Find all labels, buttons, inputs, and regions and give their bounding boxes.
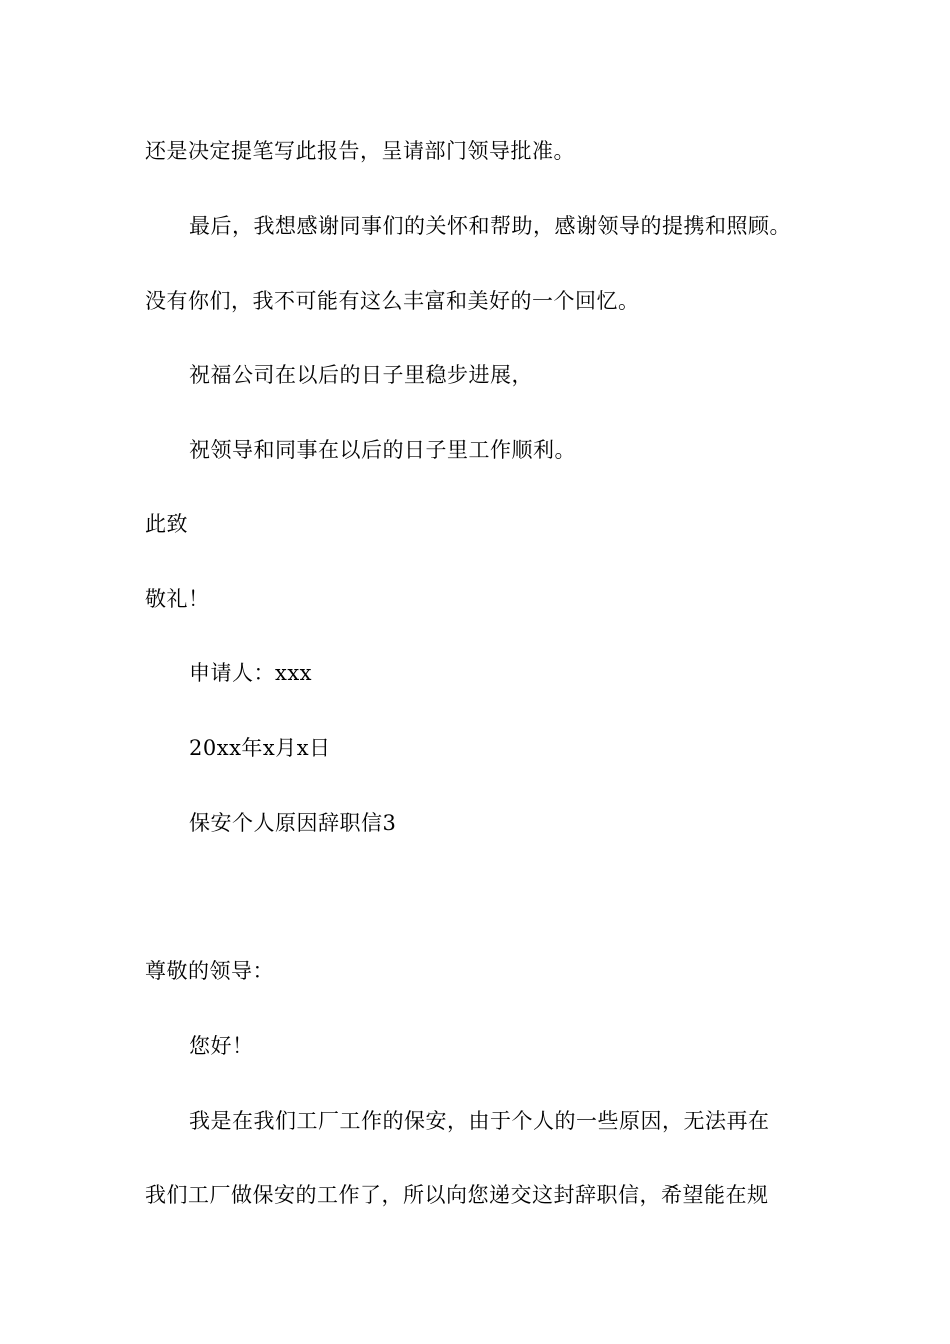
- date-line: 20xx年x月x日: [189, 736, 331, 760]
- paragraph-line: 没有你们，我不可能有这么丰富和美好的一个回忆。: [145, 289, 640, 313]
- paragraph-line: 祝福公司在以后的日子里稳步进展，: [189, 363, 533, 387]
- paragraph-line: 祝领导和同事在以后的日子里工作顺利。: [189, 438, 576, 462]
- paragraph-line: 最后，我想感谢同事们的关怀和帮助，感谢领导的提携和照顾。: [189, 214, 791, 238]
- greeting-line: 您好！: [189, 1034, 254, 1058]
- paragraph-line: 我们工厂做保安的工作了，所以向您递交这封辞职信，希望能在规: [145, 1183, 769, 1207]
- salutation-line: 敬礼！: [145, 587, 210, 611]
- greeting-line: 尊敬的领导：: [145, 959, 274, 983]
- paragraph-line: 还是决定提笔写此报告，呈请部门领导批准。: [145, 139, 575, 163]
- closing-line: 此致: [145, 512, 188, 536]
- applicant-line: 申请人：xxx: [189, 661, 313, 685]
- paragraph-line: 我是在我们工厂工作的保安，由于个人的一些原因，无法再在: [189, 1109, 770, 1133]
- section-title: 保安个人原因辞职信3: [189, 811, 397, 835]
